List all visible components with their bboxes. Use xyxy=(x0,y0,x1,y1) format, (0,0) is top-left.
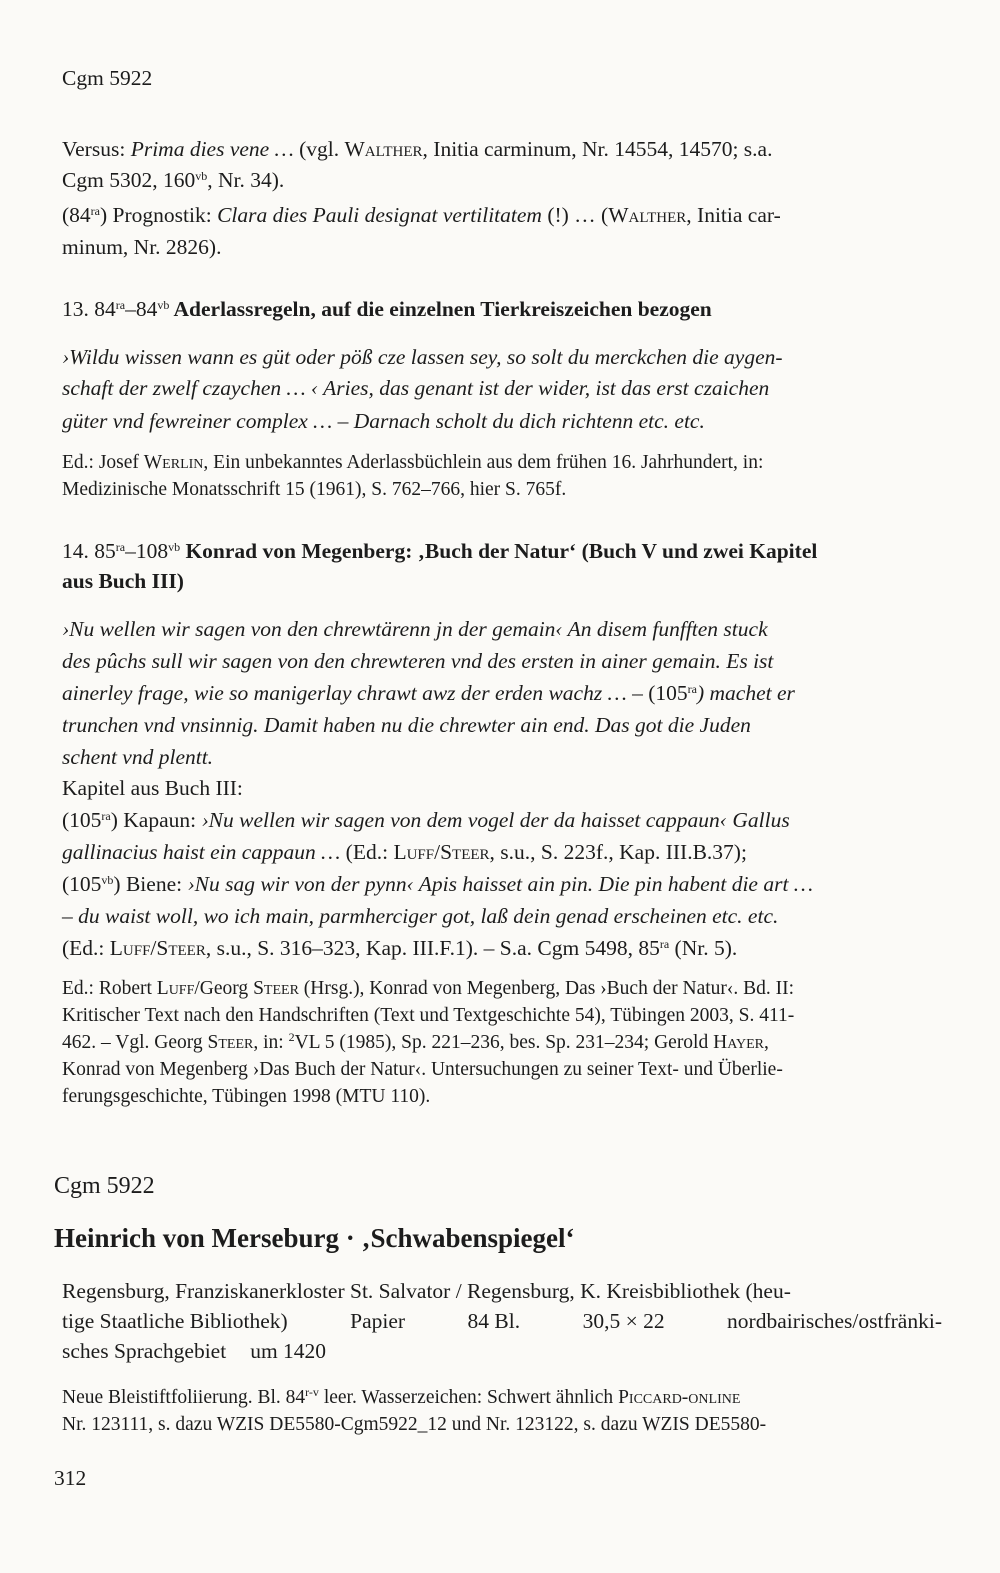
biene-line-3: (Ed.: Luff/Steer, s.u., S. 316–323, Kap. III.F.1). – S.a. Cgm 5498, $85^{ra}$ (Nr. 5). xyxy=(62,936,738,960)
page-number: 312 xyxy=(54,1466,87,1490)
kapaun-line-1: $(105^{ra})$ Kapaun: ›Nu wellen wir sagen von dem vogel der da haisset cappaun‹ Gallus xyxy=(62,808,790,832)
kapaun-line-2: gallinacius haist ein cappaun … (Ed.: Luff/Steer, s.u., S. 223f., Kap. III.B.37); xyxy=(62,840,747,864)
biene-line-1: $(105^{vb})$ Biene: ›Nu sag wir von der pynn‹ Apis haisset ain pin. Die pin habent die art … xyxy=(62,872,813,896)
item-14-heading-1: 14. $85^{ra}-108^{vb}$ Konrad von Megenberg: ‚Buch der Natur‘ (Buch V und zwei Kapitel xyxy=(62,539,818,563)
note-line-2: Nr. 123111, s. dazu WZIS DE5580-Cgm5922_12 und Nr. 123122, s. dazu WZIS DE5580- xyxy=(62,1414,767,1435)
description-line-1: Regensburg, Franziskanerkloster St. Salvator / Regensburg, K. Kreisbibliothek (heu- xyxy=(62,1279,791,1303)
kapitel-label: Kapitel aus Buch III: xyxy=(62,776,243,800)
item-14-text-4: trunchen vnd vnsinnig. Damit haben nu die chrewter ain end. Das got die Juden xyxy=(62,713,751,737)
item-14-text-5: schent vnd plentt. xyxy=(62,745,214,769)
versus-line-1: Versus: Prima dies vene … (vgl. Walther, Initia carminum, Nr. 14554, 14570; s.a. xyxy=(62,137,773,161)
manuscript-title: Heinrich von Merseburg · ‚Schwabenspiegel‘ xyxy=(54,1223,575,1253)
item-13-text-1: ›Wildu wissen wann es güt oder pöß cze lassen sey, so solt du merckchen die aygen- xyxy=(62,345,783,369)
item-14-edition-5: ferungsgeschichte, Tübingen 1998 (MTU 110). xyxy=(62,1086,431,1107)
running-head: Cgm 5922 xyxy=(62,66,153,90)
shelfmark-heading: Cgm 5922 xyxy=(54,1173,155,1199)
item-14-edition-1: Ed.: Robert Luff/Georg Steer (Hrsg.), Konrad von Megenberg, Das ›Buch der Natur‹. Bd. II: xyxy=(62,978,795,999)
item-14-edition-3: 462. – Vgl. Georg Steer, in: $^2$VL 5 (1985), Sp. 221–236, bes. Sp. 231–234; Gerold Hayer, xyxy=(62,1030,769,1053)
item-13-text-3: güter vnd fewreiner complex … – Darnach scholt du dich richtenn etc. etc. xyxy=(62,409,705,433)
item-13-text-2: schaft der zwelf czaychen … ‹ Aries, das genant ist der wider, ist das erst czaichen xyxy=(62,376,770,400)
item-13-edition-1: Ed.: Josef Werlin, Ein unbekanntes Aderlassbüchlein aus dem frühen 16. Jahrhundert, in: xyxy=(62,452,764,473)
description-line-2: tige Staatliche Bibliothek) Papier 84 Bl. 30,5 × 22 nordbairisches/ostfränki- xyxy=(62,1309,942,1333)
description-line-3: sches Sprachgebiet um 1420 xyxy=(62,1339,327,1363)
note-line-1: Neue Bleistiftfoliierung. Bl. 84$^{r-v}$ leer. Wasserzeichen: Schwert ähnlich Piccard-online xyxy=(62,1385,741,1408)
biene-line-2: – du waist woll, wo ich main, parmherciger got, laß dein genad erscheinen etc. etc. xyxy=(62,904,779,928)
item-13-heading: 13. $84^{ra}-84^{vb}$ Aderlassregeln, auf die einzelnen Tierkreiszeichen bezogen xyxy=(62,297,712,321)
item-14-heading-2: aus Buch III) xyxy=(62,569,184,593)
item-14-edition-4: Konrad von Megenberg ›Das Buch der Natur‹. Untersuchungen zu seiner Text- und Überlie- xyxy=(62,1059,783,1080)
prognostik-line-1: $(84^{ra})$ Prognostik: Clara dies Pauli designat vertilitatem (!) … (Walther, Initia car- xyxy=(62,203,781,227)
prognostik-line-2: minum, Nr. 2826). xyxy=(62,235,222,259)
item-13-edition-2: Medizinische Monatsschrift 15 (1961), S. 762–766, hier S. 765f. xyxy=(62,479,567,500)
item-14-edition-2: Kritischer Text nach den Handschriften (Text und Textgeschichte 54), Tübingen 2003, S. 411- xyxy=(62,1005,795,1026)
item-14-text-3: ainerley frage, wie so manigerlay chrawt awz der erden wachz … – $(105^{ra})$ machet er xyxy=(62,681,795,705)
item-14-text-2: des pûchs sull wir sagen von den chrewteren vnd des ersten in ainer gemain. Es ist xyxy=(62,649,774,673)
versus-line-2: Cgm 5302, $160^{vb}$, Nr. 34). xyxy=(62,168,285,192)
item-14-text-1: ›Nu wellen wir sagen von den chrewtärenn jn der gemain‹ An disem funfften stuck xyxy=(62,617,768,641)
